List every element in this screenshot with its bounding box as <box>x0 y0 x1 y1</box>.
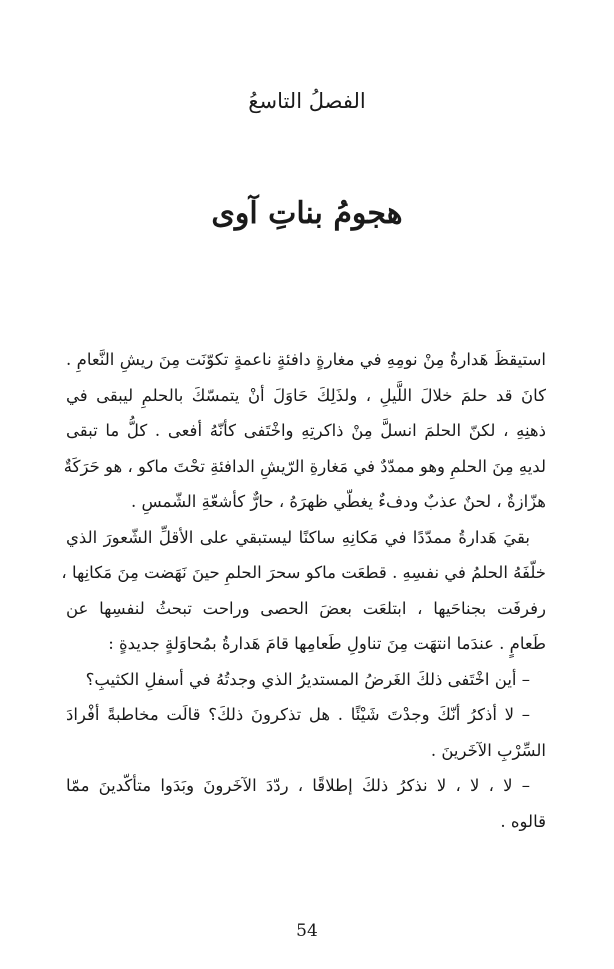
text-line: قالوه . <box>500 811 546 831</box>
text-line: كانَ قد حلمَ خلالَ اللَّيلِ ، ولذَلِكَ حَاوَلَ أنْ يتمسّكَ بالحلمِ ليبقى في <box>66 385 546 405</box>
page-number: 54 <box>296 921 318 941</box>
text-line: خلّفَهُ الحلمُ في نفسِهِ . قطعَت ماكو سحرَ الحلمِ حينَ نَهَضت مِنَ مَكانِها ، <box>61 563 546 582</box>
chapter-title: هجومُ بناتِ آوى <box>211 196 403 231</box>
body-text <box>61 342 546 839</box>
text-line: طَعامٍ . عندَما انتهَت مِنَ تناولِ طَعامِها قامَ هَدارةُ بمُحاوَلةٍ جديدةٍ : <box>108 634 546 653</box>
text-line: هزّازةٌ ، لحنٌ عذبٌ ودفءٌ يغطّي ظهرَهُ ، حارٌّ كأشعّةِ الشّمسِ . <box>131 492 546 511</box>
dialogue-line: – لا ، لا ، لا نذكرُ ذلكَ إطلاقًا ، ردّدَ الآخَرونَ وبَدَوا متأكّدينَ ممّا <box>66 776 530 795</box>
text-line: السِّرْبِ الآخَرينَ . <box>430 740 546 760</box>
text-line: بقيَ هَدارةُ ممدّدًا في مَكانِهِ ساكنًا ليستبقي على الأقلِّ الشّعورَ الذي <box>66 527 530 547</box>
dialogue-line: – لا أذكرُ أنّكَ وجدْتَ شَيْئًا . هل تذكرونَ ذلكَ؟ قالَت مخاطبةً أفْرادَ <box>66 705 530 724</box>
text-line: ذهنِهِ ، لكنّ الحلمَ انسلَّ مِنْ ذاكرتِهِ واخْتَفى كأنّهُ أفعى . كلُّ ما تبقى <box>66 421 546 440</box>
text-line: لديهِ مِنَ الحلمِ وهو ممدّدٌ في مَغارةِ الرّيشِ الدافئةِ تحْتَ ماكو ، هو حَرَكَةٌ <box>63 456 546 476</box>
text-line: رفرفَت بجناحَيها ، ابتلعَت بعضَ الحصى وراحت تبحثُ لنفسِها عن <box>66 598 546 618</box>
dialogue-line: – أين اخْتَفى ذلكَ الغَرضُ المستديرُ الذي وجدتُهُ في أسفلِ الكثيبِ؟ <box>85 669 530 689</box>
text-line: استيقظَ هَدارةُ مِنْ نومِهِ في مغارةٍ دافئةٍ ناعمةٍ تكوّنَت مِنَ ريشِ النَّعامِ . <box>66 350 546 369</box>
chapter-label: الفصلُ التاسعُ <box>248 89 366 113</box>
